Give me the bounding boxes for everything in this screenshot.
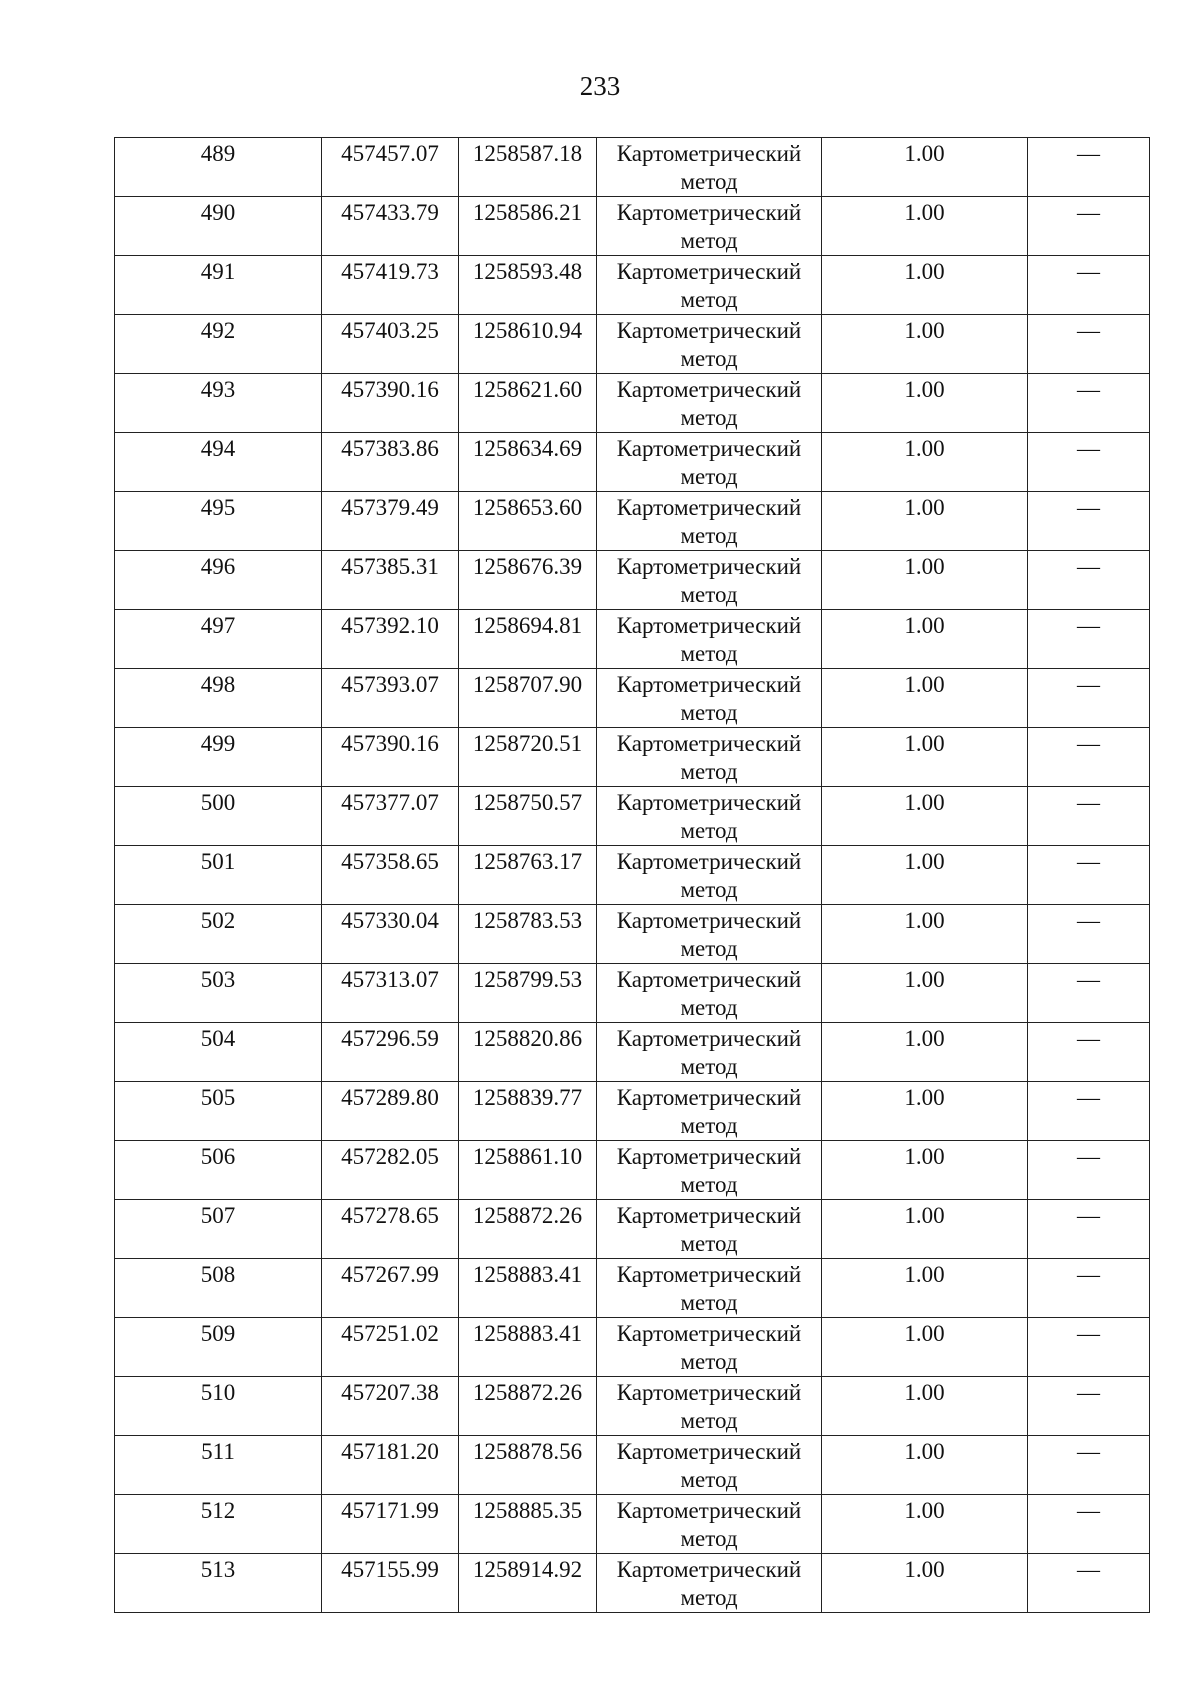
accuracy-cell: 1.00 bbox=[822, 1259, 1028, 1318]
table-row bbox=[115, 1495, 1150, 1554]
point-number-cell: 498 bbox=[115, 669, 322, 728]
method-line-2: метод bbox=[680, 582, 738, 607]
table-row bbox=[115, 256, 1150, 315]
method-line-2: метод bbox=[680, 464, 738, 489]
note-cell: — bbox=[1028, 1436, 1150, 1495]
method-cell bbox=[597, 787, 822, 846]
method-cell bbox=[597, 728, 822, 787]
method-line-2: метод bbox=[680, 1113, 738, 1138]
point-number-cell: 493 bbox=[115, 374, 322, 433]
point-number-cell: 500 bbox=[115, 787, 322, 846]
method-cell bbox=[597, 1318, 822, 1377]
method-cell bbox=[597, 315, 822, 374]
accuracy-cell: 1.00 bbox=[822, 1082, 1028, 1141]
method-line-2: метод bbox=[680, 759, 738, 784]
note-cell: — bbox=[1028, 315, 1150, 374]
x-coordinate-cell: 457278.65 bbox=[322, 1200, 459, 1259]
method-line-1: Картометрический bbox=[616, 1085, 802, 1110]
point-number-cell: 494 bbox=[115, 433, 322, 492]
method-line-2: метод bbox=[680, 1467, 738, 1492]
table-row bbox=[115, 1023, 1150, 1082]
accuracy-cell: 1.00 bbox=[822, 374, 1028, 433]
note-cell: — bbox=[1028, 1141, 1150, 1200]
table-row bbox=[115, 1554, 1150, 1613]
method-line-2: метод bbox=[680, 287, 738, 312]
accuracy-cell: 1.00 bbox=[822, 1495, 1028, 1554]
note-cell: — bbox=[1028, 433, 1150, 492]
x-coordinate-cell: 457393.07 bbox=[322, 669, 459, 728]
x-coordinate-cell: 457403.25 bbox=[322, 315, 459, 374]
method-line-2: метод bbox=[680, 228, 738, 253]
point-number-cell: 492 bbox=[115, 315, 322, 374]
method-line-2: метод bbox=[680, 1585, 738, 1610]
method-cell bbox=[597, 1495, 822, 1554]
y-coordinate-cell: 1258883.41 bbox=[459, 1259, 597, 1318]
note-cell: — bbox=[1028, 256, 1150, 315]
method-cell bbox=[597, 1377, 822, 1436]
page-number: 233 bbox=[579, 71, 621, 101]
x-coordinate-cell: 457433.79 bbox=[322, 197, 459, 256]
note-cell: — bbox=[1028, 374, 1150, 433]
note-cell: — bbox=[1028, 964, 1150, 1023]
point-number-cell: 490 bbox=[115, 197, 322, 256]
method-line-1: Картометрический bbox=[616, 672, 802, 697]
point-number-cell: 503 bbox=[115, 964, 322, 1023]
y-coordinate-cell: 1258610.94 bbox=[459, 315, 597, 374]
table-row bbox=[115, 610, 1150, 669]
accuracy-cell: 1.00 bbox=[822, 787, 1028, 846]
method-line-2: метод bbox=[680, 1408, 738, 1433]
note-cell: — bbox=[1028, 846, 1150, 905]
x-coordinate-cell: 457267.99 bbox=[322, 1259, 459, 1318]
accuracy-cell: 1.00 bbox=[822, 846, 1028, 905]
method-line-1: Картометрический bbox=[616, 377, 802, 402]
method-line-1: Картометрический bbox=[616, 790, 802, 815]
point-number-cell: 496 bbox=[115, 551, 322, 610]
point-number-cell: 489 bbox=[115, 138, 322, 197]
x-coordinate-cell: 457385.31 bbox=[322, 551, 459, 610]
note-cell: — bbox=[1028, 1554, 1150, 1613]
x-coordinate-cell: 457457.07 bbox=[322, 138, 459, 197]
accuracy-cell: 1.00 bbox=[822, 728, 1028, 787]
y-coordinate-cell: 1258799.53 bbox=[459, 964, 597, 1023]
method-line-2: метод bbox=[680, 818, 738, 843]
accuracy-cell: 1.00 bbox=[822, 610, 1028, 669]
method-line-1: Картометрический bbox=[616, 1262, 802, 1287]
note-cell: — bbox=[1028, 1259, 1150, 1318]
note-cell: — bbox=[1028, 1023, 1150, 1082]
y-coordinate-cell: 1258653.60 bbox=[459, 492, 597, 551]
note-cell: — bbox=[1028, 1318, 1150, 1377]
table-row bbox=[115, 138, 1150, 197]
method-line-2: метод bbox=[680, 346, 738, 371]
y-coordinate-cell: 1258878.56 bbox=[459, 1436, 597, 1495]
note-cell: — bbox=[1028, 197, 1150, 256]
table-row bbox=[115, 1377, 1150, 1436]
point-number-cell: 510 bbox=[115, 1377, 322, 1436]
table-row bbox=[115, 1200, 1150, 1259]
method-line-1: Картометрический bbox=[616, 731, 802, 756]
accuracy-cell: 1.00 bbox=[822, 1200, 1028, 1259]
note-cell: — bbox=[1028, 551, 1150, 610]
point-number-cell: 509 bbox=[115, 1318, 322, 1377]
table-row bbox=[115, 197, 1150, 256]
method-line-1: Картометрический bbox=[616, 141, 802, 166]
method-cell bbox=[597, 905, 822, 964]
y-coordinate-cell: 1258839.77 bbox=[459, 1082, 597, 1141]
method-cell bbox=[597, 374, 822, 433]
note-cell: — bbox=[1028, 669, 1150, 728]
point-number-cell: 499 bbox=[115, 728, 322, 787]
method-line-1: Картометрический bbox=[616, 1144, 802, 1169]
x-coordinate-cell: 457383.86 bbox=[322, 433, 459, 492]
y-coordinate-cell: 1258883.41 bbox=[459, 1318, 597, 1377]
x-coordinate-cell: 457207.38 bbox=[322, 1377, 459, 1436]
method-line-2: метод bbox=[680, 169, 738, 194]
note-cell: — bbox=[1028, 1377, 1150, 1436]
accuracy-cell: 1.00 bbox=[822, 138, 1028, 197]
accuracy-cell: 1.00 bbox=[822, 551, 1028, 610]
x-coordinate-cell: 457390.16 bbox=[322, 728, 459, 787]
method-cell bbox=[597, 551, 822, 610]
note-cell: — bbox=[1028, 728, 1150, 787]
y-coordinate-cell: 1258586.21 bbox=[459, 197, 597, 256]
table-row bbox=[115, 728, 1150, 787]
x-coordinate-cell: 457390.16 bbox=[322, 374, 459, 433]
note-cell: — bbox=[1028, 905, 1150, 964]
x-coordinate-cell: 457251.02 bbox=[322, 1318, 459, 1377]
method-line-1: Картометрический bbox=[616, 436, 802, 461]
method-line-1: Картометрический bbox=[616, 259, 802, 284]
coordinates-table bbox=[114, 137, 1150, 1613]
point-number-cell: 513 bbox=[115, 1554, 322, 1613]
method-line-1: Картометрический bbox=[616, 613, 802, 638]
table-row bbox=[115, 1082, 1150, 1141]
table-row bbox=[115, 551, 1150, 610]
table-row bbox=[115, 374, 1150, 433]
point-number-cell: 512 bbox=[115, 1495, 322, 1554]
method-line-1: Картометрический bbox=[616, 1321, 802, 1346]
table-row bbox=[115, 905, 1150, 964]
accuracy-cell: 1.00 bbox=[822, 1436, 1028, 1495]
accuracy-cell: 1.00 bbox=[822, 1023, 1028, 1082]
x-coordinate-cell: 457296.59 bbox=[322, 1023, 459, 1082]
method-line-2: метод bbox=[680, 877, 738, 902]
y-coordinate-cell: 1258885.35 bbox=[459, 1495, 597, 1554]
method-line-2: метод bbox=[680, 1290, 738, 1315]
y-coordinate-cell: 1258593.48 bbox=[459, 256, 597, 315]
method-line-2: метод bbox=[680, 1526, 738, 1551]
y-coordinate-cell: 1258820.86 bbox=[459, 1023, 597, 1082]
method-cell bbox=[597, 1082, 822, 1141]
note-cell: — bbox=[1028, 492, 1150, 551]
method-line-1: Картометрический bbox=[616, 908, 802, 933]
y-coordinate-cell: 1258750.57 bbox=[459, 787, 597, 846]
method-line-1: Картометрический bbox=[616, 1026, 802, 1051]
method-cell bbox=[597, 964, 822, 1023]
table-row bbox=[115, 669, 1150, 728]
x-coordinate-cell: 457330.04 bbox=[322, 905, 459, 964]
accuracy-cell: 1.00 bbox=[822, 256, 1028, 315]
note-cell: — bbox=[1028, 138, 1150, 197]
method-line-2: метод bbox=[680, 1054, 738, 1079]
y-coordinate-cell: 1258621.60 bbox=[459, 374, 597, 433]
accuracy-cell: 1.00 bbox=[822, 669, 1028, 728]
accuracy-cell: 1.00 bbox=[822, 1554, 1028, 1613]
x-coordinate-cell: 457358.65 bbox=[322, 846, 459, 905]
accuracy-cell: 1.00 bbox=[822, 1377, 1028, 1436]
accuracy-cell: 1.00 bbox=[822, 433, 1028, 492]
method-cell bbox=[597, 1436, 822, 1495]
method-cell bbox=[597, 138, 822, 197]
point-number-cell: 495 bbox=[115, 492, 322, 551]
method-line-1: Картометрический bbox=[616, 554, 802, 579]
method-line-1: Картометрический bbox=[616, 495, 802, 520]
accuracy-cell: 1.00 bbox=[822, 1318, 1028, 1377]
method-line-1: Картометрический bbox=[616, 200, 802, 225]
point-number-cell: 507 bbox=[115, 1200, 322, 1259]
method-line-2: метод bbox=[680, 1349, 738, 1374]
method-line-1: Картометрический bbox=[616, 1439, 802, 1464]
x-coordinate-cell: 457171.99 bbox=[322, 1495, 459, 1554]
method-cell bbox=[597, 433, 822, 492]
note-cell: — bbox=[1028, 610, 1150, 669]
y-coordinate-cell: 1258783.53 bbox=[459, 905, 597, 964]
point-number-cell: 504 bbox=[115, 1023, 322, 1082]
method-cell bbox=[597, 610, 822, 669]
y-coordinate-cell: 1258914.92 bbox=[459, 1554, 597, 1613]
accuracy-cell: 1.00 bbox=[822, 905, 1028, 964]
x-coordinate-cell: 457282.05 bbox=[322, 1141, 459, 1200]
table-row bbox=[115, 492, 1150, 551]
y-coordinate-cell: 1258872.26 bbox=[459, 1377, 597, 1436]
method-line-1: Картометрический bbox=[616, 1557, 802, 1582]
method-cell bbox=[597, 492, 822, 551]
x-coordinate-cell: 457289.80 bbox=[322, 1082, 459, 1141]
table-body bbox=[115, 138, 1150, 1613]
table-row bbox=[115, 1318, 1150, 1377]
accuracy-cell: 1.00 bbox=[822, 964, 1028, 1023]
method-line-2: метод bbox=[680, 405, 738, 430]
x-coordinate-cell: 457392.10 bbox=[322, 610, 459, 669]
accuracy-cell: 1.00 bbox=[822, 197, 1028, 256]
method-cell bbox=[597, 1200, 822, 1259]
x-coordinate-cell: 457155.99 bbox=[322, 1554, 459, 1613]
y-coordinate-cell: 1258587.18 bbox=[459, 138, 597, 197]
y-coordinate-cell: 1258694.81 bbox=[459, 610, 597, 669]
note-cell: — bbox=[1028, 1495, 1150, 1554]
method-line-2: метод bbox=[680, 700, 738, 725]
point-number-cell: 508 bbox=[115, 1259, 322, 1318]
method-line-2: метод bbox=[680, 1231, 738, 1256]
x-coordinate-cell: 457181.20 bbox=[322, 1436, 459, 1495]
method-line-2: метод bbox=[680, 1172, 738, 1197]
method-line-1: Картометрический bbox=[616, 1203, 802, 1228]
accuracy-cell: 1.00 bbox=[822, 492, 1028, 551]
table-row bbox=[115, 787, 1150, 846]
table-row bbox=[115, 964, 1150, 1023]
method-line-1: Картометрический bbox=[616, 1380, 802, 1405]
accuracy-cell: 1.00 bbox=[822, 1141, 1028, 1200]
point-number-cell: 497 bbox=[115, 610, 322, 669]
method-line-2: метод bbox=[680, 523, 738, 548]
table-row bbox=[115, 315, 1150, 374]
method-cell bbox=[597, 669, 822, 728]
method-cell bbox=[597, 1141, 822, 1200]
table-row bbox=[115, 1141, 1150, 1200]
method-line-2: метод bbox=[680, 641, 738, 666]
method-line-1: Картометрический bbox=[616, 967, 802, 992]
table-row bbox=[115, 846, 1150, 905]
method-line-1: Картометрический bbox=[616, 1498, 802, 1523]
table-row bbox=[115, 1259, 1150, 1318]
y-coordinate-cell: 1258872.26 bbox=[459, 1200, 597, 1259]
point-number-cell: 502 bbox=[115, 905, 322, 964]
point-number-cell: 491 bbox=[115, 256, 322, 315]
note-cell: — bbox=[1028, 787, 1150, 846]
method-cell bbox=[597, 256, 822, 315]
y-coordinate-cell: 1258720.51 bbox=[459, 728, 597, 787]
x-coordinate-cell: 457313.07 bbox=[322, 964, 459, 1023]
y-coordinate-cell: 1258707.90 bbox=[459, 669, 597, 728]
table-row bbox=[115, 433, 1150, 492]
method-line-1: Картометрический bbox=[616, 318, 802, 343]
method-cell bbox=[597, 197, 822, 256]
table-row bbox=[115, 1436, 1150, 1495]
y-coordinate-cell: 1258763.17 bbox=[459, 846, 597, 905]
x-coordinate-cell: 457377.07 bbox=[322, 787, 459, 846]
point-number-cell: 506 bbox=[115, 1141, 322, 1200]
method-cell bbox=[597, 1554, 822, 1613]
y-coordinate-cell: 1258861.10 bbox=[459, 1141, 597, 1200]
point-number-cell: 511 bbox=[115, 1436, 322, 1495]
method-line-2: метод bbox=[680, 995, 738, 1020]
method-cell bbox=[597, 1259, 822, 1318]
point-number-cell: 505 bbox=[115, 1082, 322, 1141]
method-line-1: Картометрический bbox=[616, 849, 802, 874]
y-coordinate-cell: 1258634.69 bbox=[459, 433, 597, 492]
method-cell bbox=[597, 1023, 822, 1082]
y-coordinate-cell: 1258676.39 bbox=[459, 551, 597, 610]
method-line-2: метод bbox=[680, 936, 738, 961]
x-coordinate-cell: 457379.49 bbox=[322, 492, 459, 551]
accuracy-cell: 1.00 bbox=[822, 315, 1028, 374]
note-cell: — bbox=[1028, 1082, 1150, 1141]
point-number-cell: 501 bbox=[115, 846, 322, 905]
x-coordinate-cell: 457419.73 bbox=[322, 256, 459, 315]
note-cell: — bbox=[1028, 1200, 1150, 1259]
method-cell bbox=[597, 846, 822, 905]
